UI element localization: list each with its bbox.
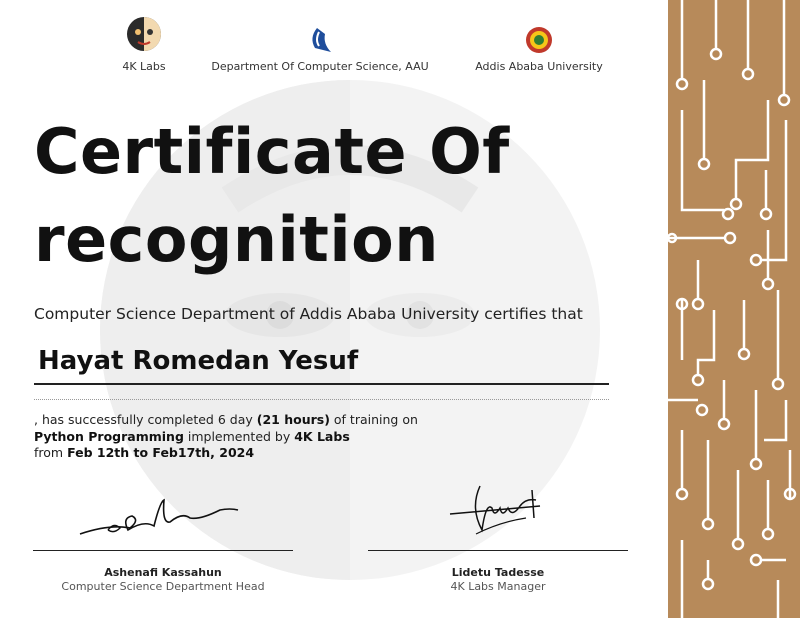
recipient-name: Hayat Romedan Yesuf	[38, 346, 359, 376]
title-line-1: Certificate Of	[34, 115, 510, 188]
completion-details	[34, 412, 634, 462]
labs-logo-icon	[124, 14, 164, 54]
signature-line-right	[368, 550, 628, 551]
circuit-pattern	[668, 0, 800, 618]
course-name: Python Programming	[34, 428, 184, 444]
details-text: of training on	[329, 412, 418, 427]
signatory-name: Ashenafi Kassahun	[104, 566, 222, 579]
labs-logo	[110, 14, 178, 73]
university-seal-icon	[525, 26, 553, 54]
name-underline	[34, 383, 609, 385]
certificate-title	[34, 108, 654, 284]
department-logo-label: Department Of Computer Science, AAU	[211, 60, 429, 73]
department-logo	[205, 26, 435, 73]
details-text: from	[34, 445, 68, 460]
certifies-statement: Computer Science Department of Addis Ababa University certifies that	[34, 305, 583, 323]
university-logo	[468, 26, 610, 73]
details-line-2	[34, 429, 634, 446]
department-logo-icon	[305, 26, 335, 54]
signatory-name: Lidetu Tadesse	[451, 566, 545, 579]
signatory-role: 4K Labs Manager	[450, 580, 546, 593]
details-line-1	[34, 412, 634, 429]
signatory-role: Computer Science Department Head	[61, 580, 265, 593]
signature-line-left	[33, 550, 293, 551]
training-dates: Feb 12th to Feb17th, 2024	[67, 445, 255, 460]
signature-lidetu	[440, 478, 550, 544]
training-hours: (21 hours)	[256, 412, 330, 427]
details-line-3	[34, 445, 634, 462]
university-logo-label: Addis Ababa University	[475, 60, 603, 73]
labs-logo-label: 4K Labs	[122, 60, 166, 73]
details-text: implemented by	[183, 428, 295, 444]
title-line-2: recognition	[34, 203, 439, 276]
provider-name: 4K Labs	[294, 428, 350, 444]
logo-header	[0, 14, 668, 76]
details-text: , has successfully completed 6 day	[34, 412, 257, 427]
dotted-divider	[34, 399, 609, 400]
signature-ashenafi	[70, 490, 250, 546]
